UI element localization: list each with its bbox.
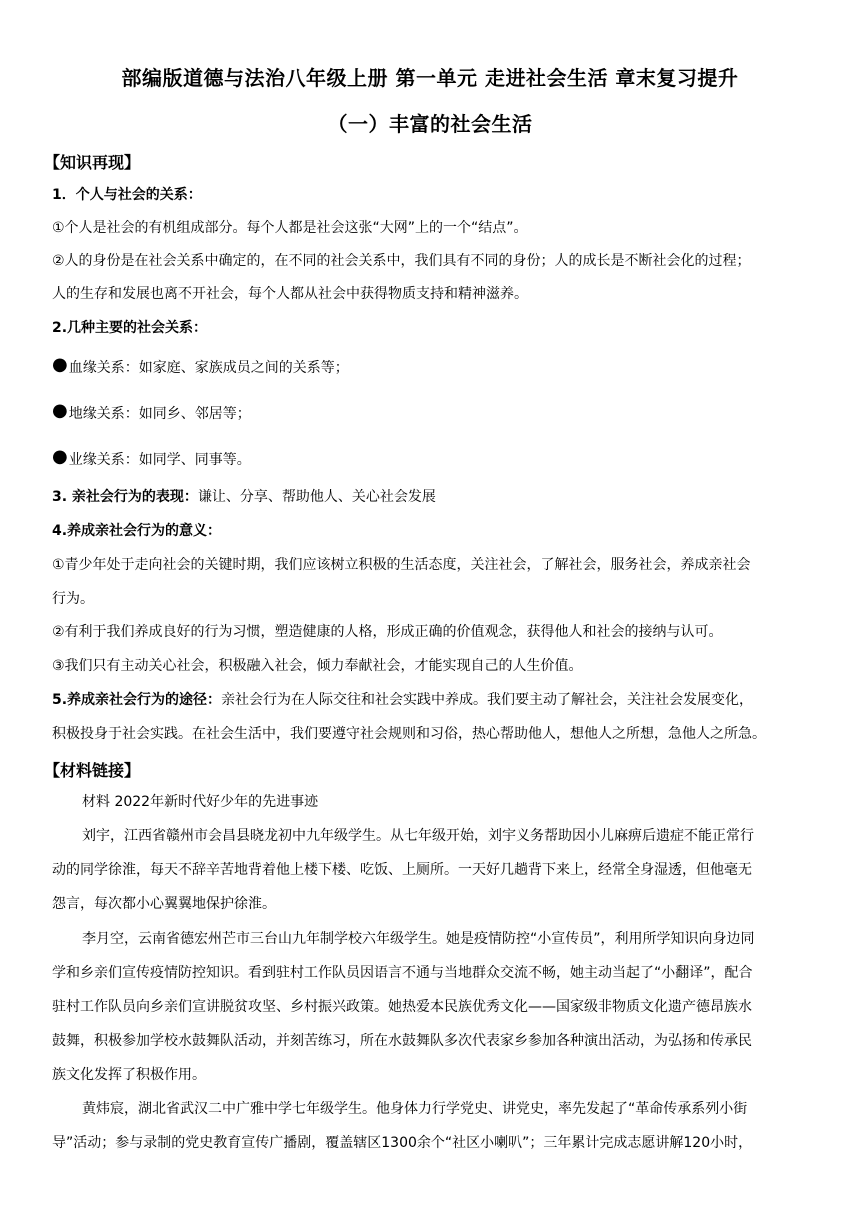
q3-row — [52, 487, 812, 508]
q3-text: 谦让、分享、帮助他人、关心社会发展 — [197, 489, 436, 505]
q4-point-a-line1: ①青少年处于走向社会的关键时期，我们应该树立积极的生活态度，关注社会，了解社会，服务社会，养成亲社会 — [52, 557, 751, 573]
q4-title: 4.养成亲社会行为的意义： — [52, 523, 222, 539]
q2-item-text: 业缘关系：如同学、同事等。 — [68, 452, 251, 468]
q2-item-text: 血缘关系：如家庭、家族成员之间的关系等； — [68, 360, 349, 376]
document-title: 部编版道德与法治八年级上册 第一单元 走进社会生活 章末复习提升 — [121, 66, 739, 90]
knowledge-heading: 【知识再现】 — [44, 153, 141, 172]
q2-item-blood — [52, 354, 812, 379]
q4-point-c: ③我们只有主动关心社会，积极融入社会，倾力奉献社会，才能实现自己的人生价值。 — [52, 658, 583, 674]
q1-title: 1．个人与社会的关系： — [52, 187, 202, 203]
q1-point-b-line2: 人的生存和发展也离不开社会，每个人都从社会中获得物质支持和精神滋养。 — [52, 286, 528, 302]
q1-point-b-line1: ②人的身份是在社会关系中确定的，在不同的社会关系中，我们具有不同的身份；人的成长是不断社会化的过程； — [52, 253, 751, 269]
q2-item-text: 地缘关系：如同乡、邻居等； — [68, 406, 251, 422]
q2-item-work — [52, 446, 812, 471]
q2-title: 2.几种主要的社会关系： — [52, 320, 208, 336]
q3-label: 3. 亲社会行为的表现： — [52, 489, 198, 505]
q5-text: 亲社会行为在人际交往和社会实践中养成。我们要主动了解社会，关注社会发展变化， — [221, 692, 754, 708]
bullet-icon: ● — [52, 354, 68, 375]
q5-row — [52, 690, 812, 711]
story2-line3: 驻村工作队员向乡亲们宣讲脱贫攻坚、乡村振兴政策。她热爱本民族优秀文化——国家级非物质文化遗产德昂族水 — [52, 999, 752, 1015]
bullet-icon: ● — [52, 446, 68, 467]
q4-point-a-line2: 行为。 — [52, 591, 94, 607]
story2-line4: 鼓舞，积极参加学校水鼓舞队活动，并刻苦练习，所在水鼓舞队多次代表家乡参加各种演出活动，为弘扬和传承民 — [52, 1033, 752, 1049]
story2-line2: 学和乡亲们宣传疫情防控知识。看到驻村工作队员因语言不通与当地群众交流不畅，她主动当起了“小翻译”，配合 — [52, 965, 753, 981]
story1-line1: 刘宇，江西省赣州市会昌县晓龙初中九年级学生。从七年级开始，刘宇义务帮助因小儿麻痹后遗症不能正常行 — [82, 828, 754, 844]
story2-line5: 族文化发挥了积极作用。 — [52, 1067, 206, 1083]
q2-item-region — [52, 400, 812, 425]
story3-line1: 黄炜宸，湖北省武汉二中广雅中学七年级学生。他身体力行学党史、讲党史，率先发起了“革命传承系列小街 — [82, 1101, 748, 1117]
q5-label: 5.养成亲社会行为的途径： — [52, 692, 222, 708]
q1-point-a: ①个人是社会的有机组成部分。每个人都是社会这张“大网”上的一个“结点”。 — [52, 220, 528, 236]
q5-line2: 积极投身于社会实践。在社会生活中，我们要遵守社会规则和习俗，热心帮助他人，想他人之所想，急他人之所急。 — [52, 726, 766, 742]
story1-line2: 动的同学徐淮，每天不辞辛苦地背着他上楼下楼、吃饭、上厕所。一天好几趟背下来上，经常全身湿透，但他毫无 — [52, 862, 752, 878]
material-heading: 【材料链接】 — [44, 761, 141, 780]
document-subtitle: （一）丰富的社会生活 — [327, 112, 533, 136]
q4-point-b: ②有利于我们养成良好的行为习惯，塑造健康的人格，形成正确的价值观念，获得他人和社会的接纳与认可。 — [52, 624, 723, 640]
story1-line3: 怨言，每次都小心翼翼地保护徐淮。 — [52, 896, 276, 912]
bullet-icon: ● — [52, 400, 68, 421]
story2-line1: 李月空，云南省德宏州芒市三台山九年制学校六年级学生。她是疫情防控“小宣传员”，利用所学知识向身边同 — [82, 931, 755, 947]
story3-line2: 导”活动；参与录制的党史教育宣传广播剧，覆盖辖区1300余个“社区小喇叭”；三年累计完成志愿讲解120小时， — [52, 1135, 753, 1151]
material-intro: 材料 2022年新时代好少年的先进事迹 — [82, 794, 319, 810]
